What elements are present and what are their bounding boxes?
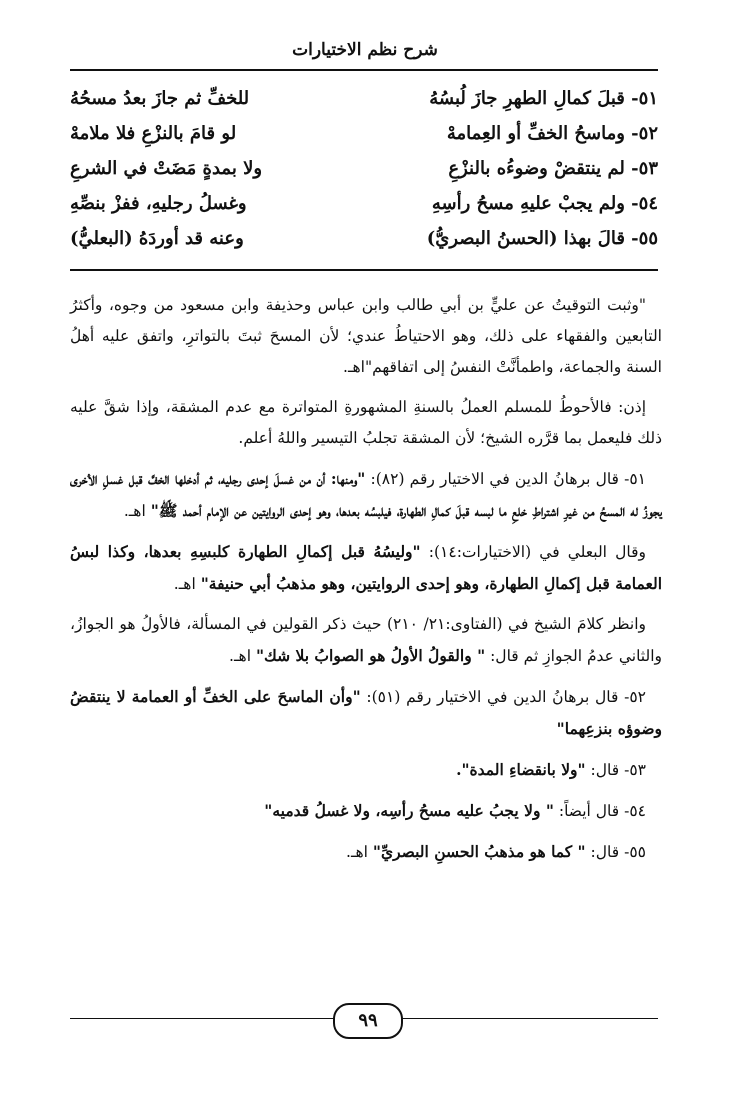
section-paragraph bbox=[70, 609, 662, 672]
section-quote: "ولا بانقضاءِ المدة". bbox=[456, 760, 586, 779]
verse-second-hemistich: وغسلُ رجليهِ، ففزْ بنصِّهِ bbox=[70, 193, 247, 214]
verse-line bbox=[70, 123, 658, 158]
section-paragraph bbox=[70, 536, 662, 600]
paragraph: "وثبت التوقيتُ عن عليٍّ بن أبي طالب وابن عباس وحذيفة وابن مسعود من وجوه، وأكثرُ التابعين والفقهاء على ذلك، وهو الاحتياطُ عندي؛ لأن المسحَ ثبتَ بالتواترِ، واتفق عليه أهلُ السنة والجماعة، واطمأنَّتْ النفسُ إلى اتفاقهم"اهـ. bbox=[70, 296, 662, 376]
section-lead: ٥١- قال برهانُ الدين في الاختيار رقم (٨٢): bbox=[365, 470, 646, 488]
section-lead: وانظر كلامَ الشيخ في (الفتاوى:٢١/ ٢١٠) حيث ذكر القولين في المسألة، فالأولُ هو الجوازُ، والثاني عدمُ الجوازِ ثم قال: bbox=[70, 615, 662, 665]
section-lead: ٥٢- قال برهانُ الدين في الاختيار رقم (٥١): bbox=[360, 688, 646, 706]
section-tail: اهـ. bbox=[123, 502, 151, 520]
verse-first-hemistich: ٥٤- ولم يجبْ عليهِ مسحُ رأسِهِ bbox=[431, 193, 658, 214]
verse-bottom-rule bbox=[70, 269, 658, 271]
verse-first-hemistich: ٥٣- لم ينتقضْ وضوءُه بالنزْعِ bbox=[448, 158, 658, 179]
section-paragraph bbox=[70, 795, 662, 827]
verse-second-hemistich: لو قامَ بالنزْعِ فلا ملامهْ bbox=[70, 123, 237, 144]
section-tail: اهـ. bbox=[173, 575, 201, 593]
section-tail: اهـ. bbox=[346, 843, 373, 861]
verse-first-hemistich: ٥٢- وماسحُ الخفِّ أو العِمامهْ bbox=[446, 123, 658, 144]
paragraph: إذن: فالأحوطُ للمسلم العملُ بالسنةِ المشهورةِ المتواترة مع عدم المشقة، وإذا شقَّ عليه ذلك فليعمل بما قرَّره الشيخ؛ لأن المشقة تجلبُ التيسير واللهُ أعلم. bbox=[70, 398, 662, 447]
section-quote: "وأن الماسحَ على الخفِّ أو العمامة لا ينتقضُ وضوؤه بنزعِهما" bbox=[70, 687, 662, 738]
section-quote: " كما هو مذهبُ الحسنِ البصريِّ" bbox=[372, 842, 586, 861]
section-quote: "وليسُهُ قبل إكمالِ الطهارة كلبسِهِ بعدها، وكذا لبسُ العمامة قبل إكمالِ الطهارة، وهو إحدى الروايتين، وهو مذهبُ أبي حنيفة" bbox=[70, 542, 662, 593]
verse-line bbox=[70, 193, 658, 228]
section-lead: ٥٥- قال: bbox=[585, 843, 646, 861]
section-paragraph bbox=[70, 754, 662, 786]
section-paragraph bbox=[70, 463, 662, 527]
verse-second-hemistich: للخفِّ ثم جازَ بعدُ مسحُهُ bbox=[70, 88, 250, 109]
commentary-text bbox=[70, 290, 662, 877]
verse-first-hemistich: ٥٥- قالَ بهذا (الحسنُ البصريُّ) bbox=[426, 228, 658, 249]
verse-line bbox=[70, 158, 658, 193]
section-lead: وقال البعلي في (الاختيارات:١٤): bbox=[420, 543, 646, 561]
section-lead: ٥٣- قال: bbox=[585, 761, 646, 779]
verse-second-hemistich: ولا بمدةٍ مَضَتْ في الشرعِ bbox=[70, 158, 263, 179]
section-quote: " والقولُ الأولُ هو الصوابُ بلا شك" bbox=[255, 646, 486, 665]
section-paragraph bbox=[70, 681, 662, 745]
section-quote: " ولا يجبُ عليه مسحُ رأسِه، ولا غسلُ قدميه" bbox=[264, 801, 554, 820]
verse-line bbox=[70, 228, 658, 263]
verse-line bbox=[70, 88, 658, 123]
section-paragraph bbox=[70, 836, 662, 868]
verse-second-hemistich: وعنه قد أوردَهُ (البعليُّ) bbox=[70, 228, 244, 249]
page-number: ٩٩ bbox=[333, 1003, 403, 1039]
section-lead: ٥٤- قال أيضاً: bbox=[553, 802, 646, 820]
verse-block bbox=[70, 88, 658, 263]
verse-first-hemistich: ٥١- قبلَ كمالِ الطهرِ جازَ لُبسُهُ bbox=[429, 88, 658, 109]
running-header: شرح نظم الاختيارات bbox=[292, 40, 438, 60]
section-quote: "ومنها: أن من غسلَ إحدى رجليه، ثم أدخلها الخفَّ قبل غسلِ الأخرى يجوزُ له المسحُ من غيرِ اشتراطِ خلعِ ما لبسه قبلَ كمالِ الطهارة، فيلبسُه بعدها، وهو إحدى الروايتين عن الإمام أحمد ﷺ" bbox=[70, 469, 662, 520]
section-tail: اهـ. bbox=[229, 647, 256, 665]
header-rule bbox=[70, 69, 658, 71]
